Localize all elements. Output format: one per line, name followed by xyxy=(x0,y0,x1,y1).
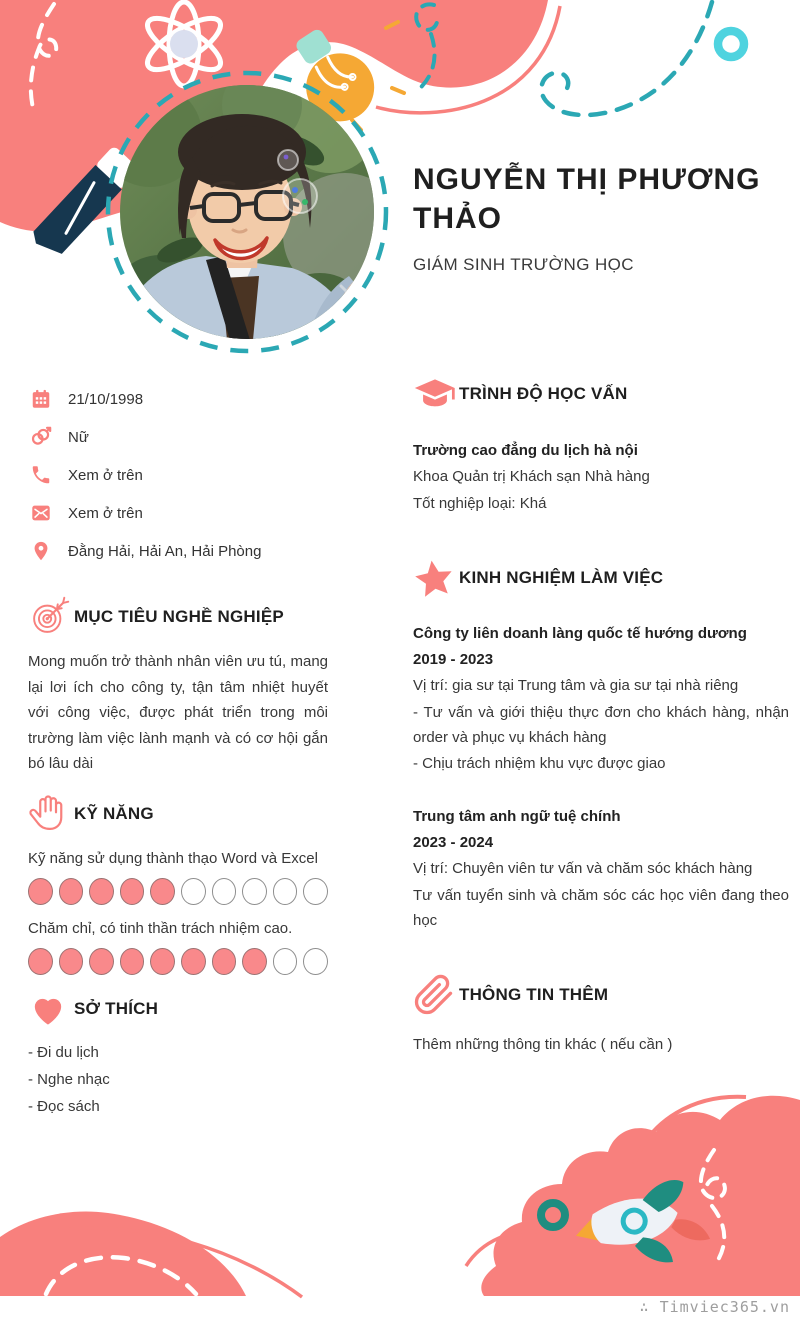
education-faculty: Khoa Quản trị Khách sạn Nhà hàng xyxy=(413,468,650,485)
phone-icon xyxy=(30,464,52,486)
skill-dot xyxy=(242,948,267,975)
location-icon xyxy=(30,540,52,562)
skill-dot xyxy=(28,948,53,975)
watermark: ∴ Timviec365.vn xyxy=(639,1298,790,1316)
candidate-name: NGUYỄN THỊ PHƯƠNG THẢO xyxy=(413,163,761,235)
phone-value: Xem ở trên xyxy=(68,466,143,484)
bottom-cloud xyxy=(481,1096,800,1296)
job-company: Công ty liên doanh làng quốc tế hướng dương xyxy=(413,625,747,642)
gender-value: Nữ xyxy=(68,428,89,446)
target-icon xyxy=(28,596,74,638)
skill-dot xyxy=(28,878,53,905)
skill-dot xyxy=(273,878,298,905)
objective-text: Mong muốn trở thành nhân viên ưu tú, mang lại lơi ích cho công ty, tận tâm nhiệt huyết với công việc, được phát triển trong môi trường làm việc lành mạnh và có cơ hội gắn bó lâu dài xyxy=(28,653,328,772)
calendar-icon xyxy=(30,388,52,410)
contact-row-address xyxy=(28,532,328,570)
skill-dot xyxy=(120,878,145,905)
skill-dot xyxy=(181,948,206,975)
job-period: 2023 - 2024 xyxy=(413,834,494,851)
graduation-cap-icon xyxy=(413,372,459,416)
hobby-item: - Đi du lịch xyxy=(28,1043,99,1061)
job-position: Vị trí: Chuyên viên tư vấn và chăm sóc khách hàng xyxy=(413,860,753,877)
experience-title: KINH NGHIỆM LÀM VIỆC xyxy=(459,568,664,587)
skill-label: Kỹ năng sử dụng thành thạo Word và Excel xyxy=(28,849,318,867)
skill-dot xyxy=(303,948,328,975)
skill-dot xyxy=(181,878,206,905)
hobby-item: - Đọc sách xyxy=(28,1097,100,1115)
skill-dot xyxy=(212,878,237,905)
paperclip-icon xyxy=(413,974,459,1016)
address-value: Đằng Hải, Hải An, Hải Phòng xyxy=(68,542,262,560)
skill-dot xyxy=(150,948,175,975)
skill-dot xyxy=(273,948,298,975)
contact-row-phone xyxy=(28,456,328,494)
contact-row-email xyxy=(28,494,328,532)
hobbies-title: SỞ THÍCH xyxy=(74,998,159,1018)
birthday-value: 21/10/1998 xyxy=(68,390,144,408)
skill-dot xyxy=(120,948,145,975)
hand-icon xyxy=(28,793,74,835)
education-heading xyxy=(413,372,789,416)
job-company: Trung tâm anh ngữ tuệ chính xyxy=(413,808,621,825)
skill-dot xyxy=(212,948,237,975)
experience-heading xyxy=(413,557,789,599)
skills-title: KỸ NĂNG xyxy=(74,803,154,823)
job-position: Vị trí: gia sư tại Trung tâm và gia sư tại nhà riêng xyxy=(413,677,739,694)
objective-title: MỤC TIÊU NGHỀ NGHIỆP xyxy=(74,607,284,626)
skill-dot xyxy=(150,878,175,905)
hobbies-heading xyxy=(28,989,328,1029)
contact-row-gender xyxy=(28,418,328,456)
skill-label: Chăm chỉ, có tinh thần trách nhiệm cao. xyxy=(28,919,293,937)
education-school: Trường cao đẳng du lịch hà nội xyxy=(413,442,638,459)
extra-heading xyxy=(413,974,789,1016)
skill-dots-row xyxy=(28,948,328,975)
education-title: TRÌNH ĐỘ HỌC VẤN xyxy=(459,384,628,403)
email-icon xyxy=(30,502,52,524)
gender-icon xyxy=(30,426,52,448)
skill-dot xyxy=(59,948,84,975)
job-duty: - Chịu trách nhiệm khu vực được giao xyxy=(413,754,666,772)
job-duty: Tư vấn tuyển sinh và chăm sóc các học viên đang theo học xyxy=(413,886,789,929)
extra-text: Thêm những thông tin khác ( nếu cần ) xyxy=(413,1035,673,1053)
skill-dot xyxy=(89,878,114,905)
skill-dot xyxy=(242,878,267,905)
job-entry xyxy=(413,621,789,776)
objective-heading xyxy=(28,596,328,638)
heart-icon xyxy=(28,989,74,1029)
skill-dots-row xyxy=(28,878,328,905)
education-grade: Tốt nghiệp loại: Khá xyxy=(413,494,547,512)
star-icon xyxy=(413,557,459,599)
email-value: Xem ở trên xyxy=(68,504,143,522)
hobby-item: - Nghe nhạc xyxy=(28,1070,110,1088)
cyan-donut-icon xyxy=(718,31,744,57)
skills-heading xyxy=(28,793,328,835)
job-period: 2019 - 2023 xyxy=(413,651,494,668)
extra-title: THÔNG TIN THÊM xyxy=(459,984,609,1004)
teal-dashed-swoop xyxy=(541,2,712,115)
contact-row-birthday xyxy=(28,380,328,418)
bottom-left-dome xyxy=(0,1212,246,1296)
skill-dot xyxy=(59,878,84,905)
candidate-title: GIÁM SINH TRƯỜNG HỌC xyxy=(413,255,634,274)
job-duty: - Tư vấn và giới thiệu thực đơn cho khách hàng, nhận order và phục vụ khách hàng xyxy=(413,703,789,746)
job-entry xyxy=(413,804,789,934)
skill-dot xyxy=(303,878,328,905)
skill-dot xyxy=(89,948,114,975)
